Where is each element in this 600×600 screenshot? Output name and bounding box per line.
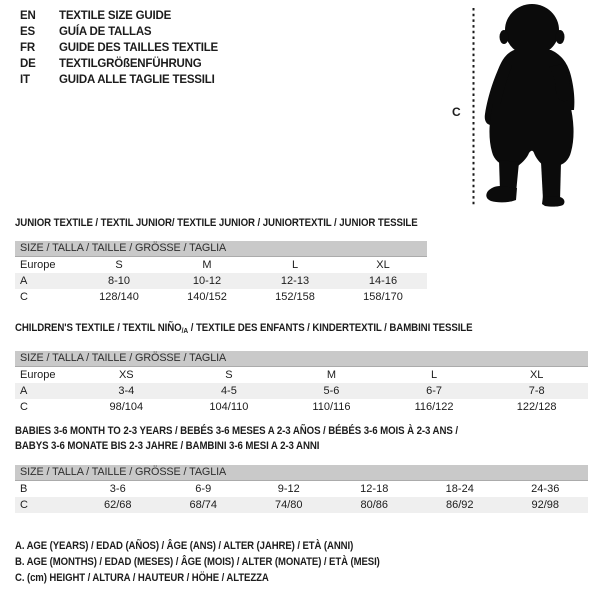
table-cell: S xyxy=(225,369,233,381)
table-title-line2: BABYS 3-6 MONATE BIS 2-3 JAHRE / BAMBINI 3-6 MESI A 2-3 ANNI xyxy=(15,440,320,452)
size-header-bar: SIZE / TALLA / TAILLE / GRÖSSE / TAGLIA xyxy=(15,351,588,367)
table-cell: XL xyxy=(376,259,390,271)
row-label: Europe xyxy=(20,369,56,381)
table-row xyxy=(15,289,427,305)
footnote-a: A. AGE (YEARS) / EDAD (AÑOS) / ÂGE (ANS) / ALTER (JAHRE) / ETÀ (ANNI) xyxy=(15,540,354,552)
table-body xyxy=(15,257,427,305)
junior-table-section xyxy=(15,216,427,305)
table-body xyxy=(15,481,588,513)
language-code: FR xyxy=(20,42,35,54)
table-cell: 116/122 xyxy=(414,401,454,413)
table-title-subscript: /A xyxy=(181,326,189,335)
table-cell: 122/128 xyxy=(516,401,557,413)
table-cell: 140/152 xyxy=(187,291,227,303)
footnote-b: B. AGE (MONTHS) / EDAD (MESES) / ÂGE (MOIS) / ALTER (MONATE) / ETÀ (MESI) xyxy=(15,555,380,568)
table-cell: L xyxy=(291,259,299,271)
footnote-c: C. (cm) HEIGHT / ALTURA / HAUTEUR / HÖHE / ALTEZZA xyxy=(15,571,269,584)
table-cell: 128/140 xyxy=(99,291,139,303)
table-cell: 92/98 xyxy=(531,499,560,511)
table-cell: M xyxy=(326,369,337,381)
table-cell: M xyxy=(202,259,212,271)
table-cell: 12-13 xyxy=(280,275,310,287)
table-row xyxy=(15,367,588,383)
row-label: A xyxy=(20,385,28,397)
table-cell: 10-12 xyxy=(192,275,222,287)
table-cell: 110/116 xyxy=(312,401,351,413)
table-cell: 86/92 xyxy=(445,499,474,511)
language-block xyxy=(20,8,218,88)
row-label: C xyxy=(20,291,28,303)
table-cell: 152/158 xyxy=(275,291,315,303)
table-cell: 14-16 xyxy=(368,275,398,287)
table-cell: 68/74 xyxy=(189,499,218,511)
language-label: TEXTILE SIZE GUIDE xyxy=(59,10,172,22)
language-code: ES xyxy=(20,26,35,38)
table-cell: 5-6 xyxy=(323,385,340,397)
table-cell: 18-24 xyxy=(445,483,474,495)
children-table-section xyxy=(15,321,588,415)
table-title-text: CHILDREN'S TEXTILE / TEXTIL NIÑO xyxy=(15,322,182,334)
baby-silhouette-figure xyxy=(440,0,600,212)
table-cell: XL xyxy=(529,369,544,381)
language-row xyxy=(20,40,218,56)
table-row xyxy=(15,257,427,273)
table-title-line1: BABIES 3-6 MONTH TO 2-3 YEARS / BEBÉS 3-6 MESES A 2-3 AÑOS / BÉBÉS 3-6 MOIS À 2-3 ANS / xyxy=(15,425,458,437)
height-c-label: C xyxy=(452,105,461,119)
table-cell: S xyxy=(115,259,123,271)
language-row xyxy=(20,8,218,24)
language-label: GUIDA ALLE TAGLIE TESSILI xyxy=(59,74,215,86)
table-title-text: / TEXTILE DES ENFANTS / KINDERTEXTIL / BAMBINI TESSILE xyxy=(188,322,473,334)
row-label: Europe xyxy=(20,259,56,271)
table-cell: 104/110 xyxy=(209,401,249,413)
table-cell: 6-9 xyxy=(195,483,212,495)
language-label: GUÍA DE TALLAS xyxy=(59,26,152,38)
row-label: B xyxy=(20,483,28,495)
babies-table-section xyxy=(15,424,588,513)
language-label: TEXTILGRÖßENFÜHRUNG xyxy=(59,58,202,70)
table-cell: L xyxy=(431,369,438,381)
table-cell: 62/68 xyxy=(103,499,132,511)
language-row xyxy=(20,72,218,88)
table-cell: 8-10 xyxy=(107,275,131,287)
row-label: C xyxy=(20,401,28,413)
table-cell: 74/80 xyxy=(274,499,303,511)
language-label: GUIDE DES TAILLES TEXTILE xyxy=(59,42,218,54)
footnotes-block xyxy=(15,539,434,586)
table-title xyxy=(15,424,588,454)
table-cell: 158/170 xyxy=(363,291,403,303)
table-cell: 12-18 xyxy=(360,483,389,495)
language-code: IT xyxy=(20,74,30,86)
table-row xyxy=(15,497,588,513)
row-label: C xyxy=(20,499,28,511)
table-cell: 3-4 xyxy=(118,385,135,397)
table-body xyxy=(15,367,588,415)
language-code: DE xyxy=(20,58,36,70)
size-header-bar: SIZE / TALLA / TAILLE / GRÖSSE / TAGLIA xyxy=(15,241,427,257)
table-row xyxy=(15,481,588,497)
table-title xyxy=(15,321,519,338)
table-cell: 6-7 xyxy=(426,385,443,397)
row-label: A xyxy=(20,275,28,287)
baby-silhouette xyxy=(485,4,575,207)
table-cell: 4-5 xyxy=(220,385,237,397)
size-header-bar: SIZE / TALLA / TAILLE / GRÖSSE / TAGLIA xyxy=(15,465,588,481)
table-cell: 3-6 xyxy=(109,483,126,495)
language-code: EN xyxy=(20,10,36,22)
table-cell: 80/86 xyxy=(360,499,389,511)
table-cell: 9-12 xyxy=(277,483,300,495)
table-row xyxy=(15,383,588,399)
table-row xyxy=(15,273,427,289)
table-title: JUNIOR TEXTILE / TEXTIL JUNIOR/ TEXTILE JUNIOR / JUNIORTEXTIL / JUNIOR TESSILE xyxy=(15,217,418,229)
language-row xyxy=(20,24,218,40)
table-cell: XS xyxy=(118,369,134,381)
table-cell: 24-36 xyxy=(531,483,560,495)
table-row xyxy=(15,399,588,415)
table-cell: 7-8 xyxy=(528,385,545,397)
language-row xyxy=(20,56,218,72)
table-cell: 98/104 xyxy=(109,401,144,413)
